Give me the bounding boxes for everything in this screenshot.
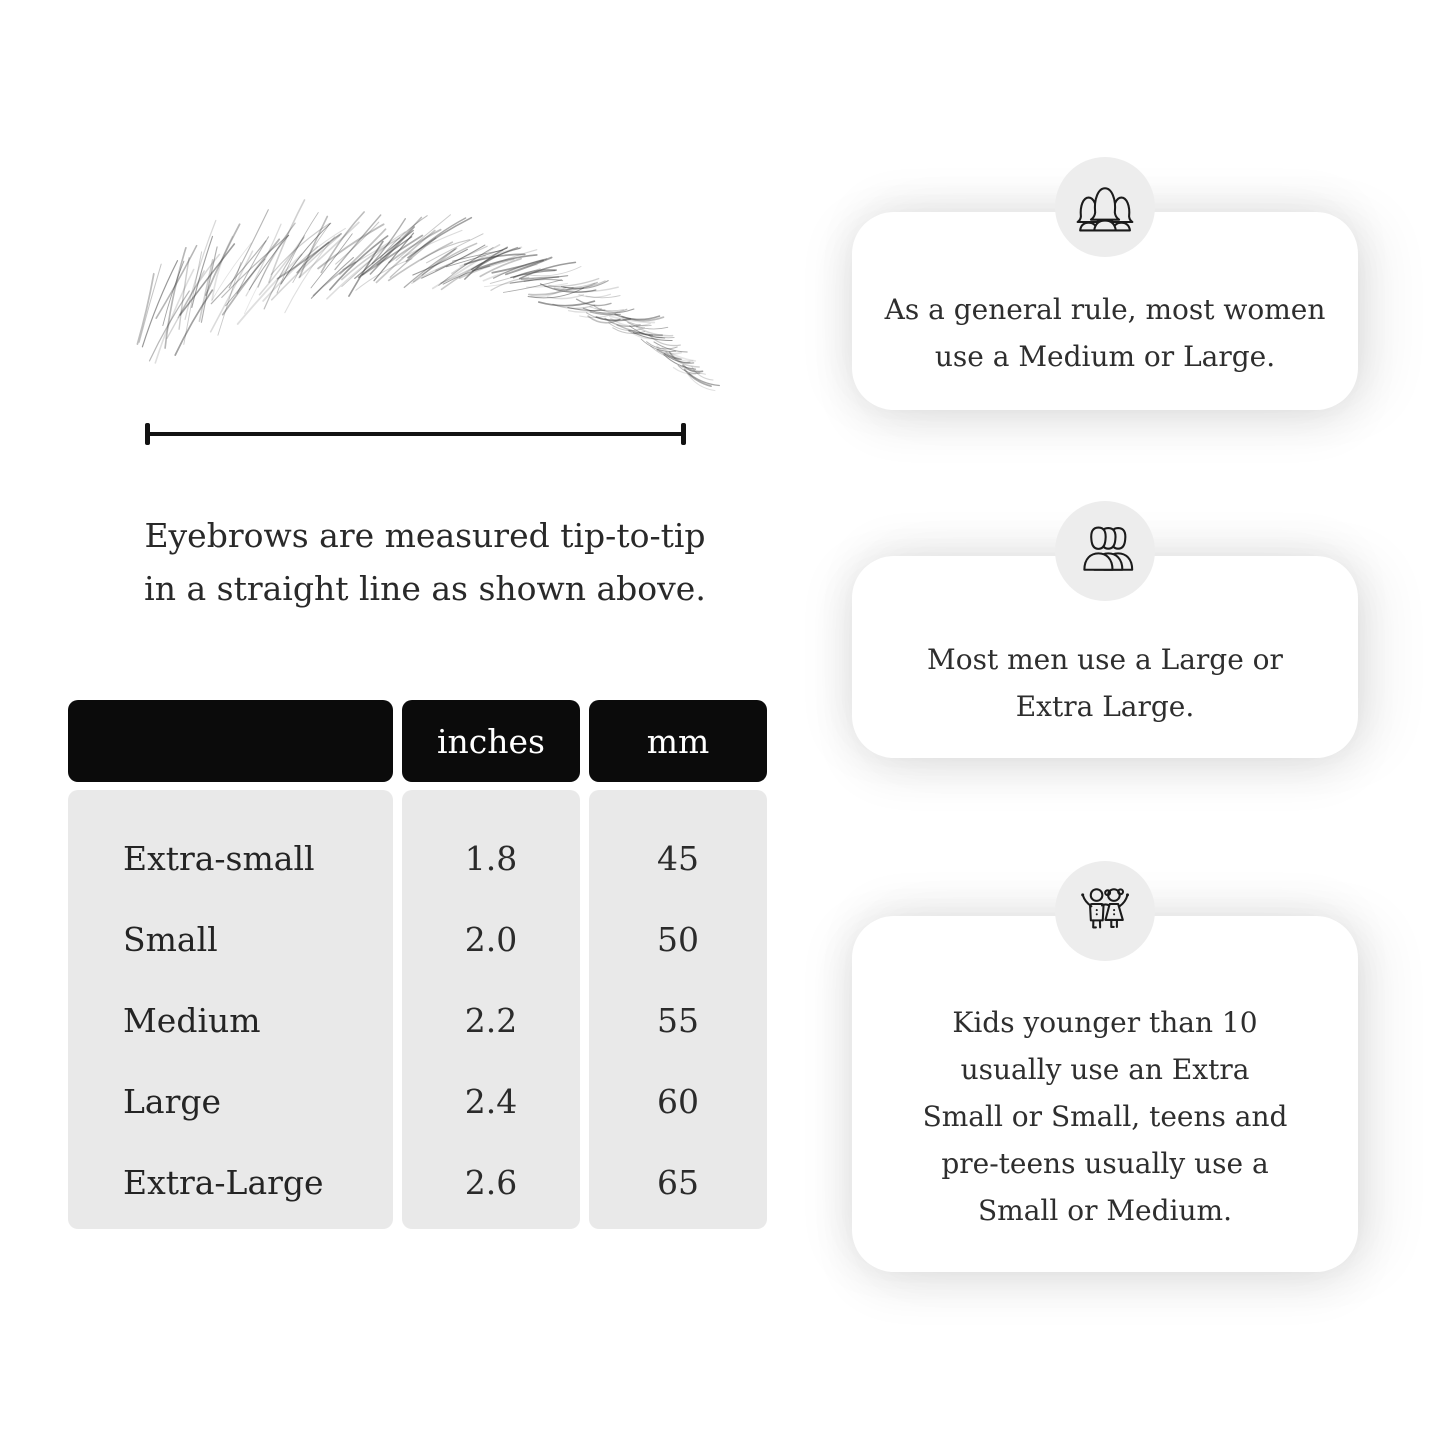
size-label-cell: Large (123, 1082, 222, 1121)
card-men (852, 556, 1358, 758)
size-table (68, 700, 767, 1229)
size-label-cell: Medium (123, 1001, 261, 1040)
size-table-header-mm: mm (589, 700, 767, 782)
inches-cell: 1.8 (464, 839, 518, 878)
card-text-line: use a Medium or Large. (934, 340, 1276, 373)
eyebrow-illustration (120, 222, 700, 394)
women-group-icon (1055, 157, 1155, 257)
size-table-header-size (68, 700, 393, 782)
card-text-line: Small or Small, teens and (922, 1100, 1288, 1133)
boy (1081, 889, 1109, 927)
card-text-line: Kids younger than 10 (952, 1006, 1258, 1039)
card-text-line: As a general rule, most women (884, 293, 1326, 326)
size-table-column-inches (402, 790, 580, 1229)
inches-cell: 2.0 (464, 920, 518, 959)
size-table-column-mm (589, 790, 767, 1229)
kids-icon (1055, 861, 1155, 961)
caption-line: Eyebrows are measured tip-to-tip (144, 516, 706, 555)
eyebrow-sketch-svg (120, 222, 700, 394)
card-text-line: usually use an Extra (960, 1053, 1250, 1086)
size-table-column-labels (68, 790, 393, 1229)
inches-cell: 2.6 (464, 1163, 518, 1202)
card-text-line: Extra Large. (1015, 690, 1195, 723)
measurement-line (145, 423, 686, 445)
measurement-caption (133, 509, 717, 615)
card-text-line: Small or Medium. (978, 1194, 1232, 1227)
measurement-bar (145, 432, 686, 436)
inches-cell: 2.4 (464, 1082, 518, 1121)
size-label-cell: Extra-Large (123, 1163, 324, 1202)
mm-cell: 60 (657, 1082, 699, 1121)
card-kids-text (852, 916, 1358, 1234)
inches-cell: 2.2 (464, 1001, 518, 1040)
mm-cell: 65 (657, 1163, 699, 1202)
mm-cell: 45 (657, 839, 699, 878)
size-table-header-row (68, 700, 767, 782)
caption-line: in a straight line as shown above. (144, 569, 706, 608)
size-table-body (68, 790, 767, 1229)
size-label-cell: Extra-small (123, 839, 315, 878)
card-text-line: pre-teens usually use a (941, 1147, 1269, 1180)
measurement-tick-right (681, 423, 686, 445)
mm-cell: 50 (657, 920, 699, 959)
card-text-line: Most men use a Large or (927, 643, 1283, 676)
mm-cell: 55 (657, 1001, 699, 1040)
girl (1105, 889, 1129, 927)
card-women (852, 212, 1358, 410)
men-group-icon (1055, 501, 1155, 601)
size-table-header-inches: inches (402, 700, 580, 782)
card-kids (852, 916, 1358, 1272)
size-label-cell: Small (123, 920, 218, 959)
